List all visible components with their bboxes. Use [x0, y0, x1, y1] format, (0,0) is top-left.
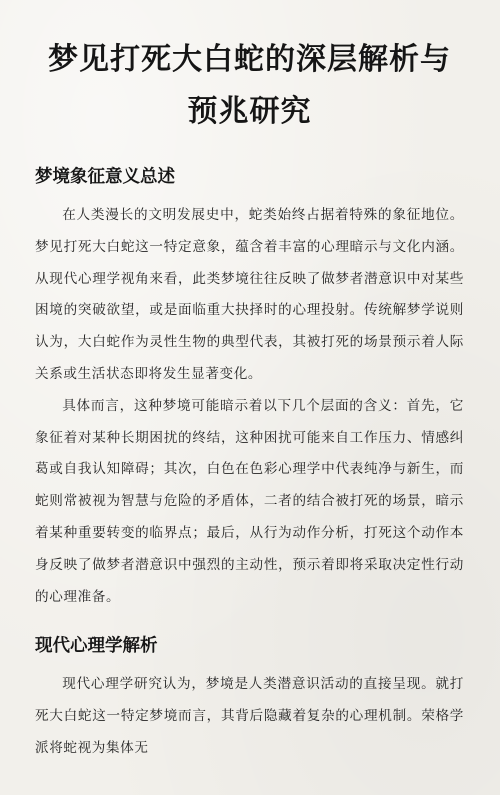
section-heading: 梦境象征意义总述: [35, 167, 175, 187]
paragraph: 在人类漫长的文明发展史中，蛇类始终占据着特殊的象征地位。梦见打死大白蛇这一特定意象，蕴含着丰富的心理暗示与文化内涵。从现代心理学视角来看，此类梦境往往反映了做梦者潜意识中对某些困境的突破欲望，或是面临重大抉择时的心理投射。传统解梦学说则认为，大白蛇作为灵性生物的典型代表，其被打死的场景预示着人际关系或生活状态即将发生显著变化。: [35, 207, 464, 382]
section-heading: 现代心理学解析: [35, 636, 158, 657]
document-title: 梦见打死大白蛇的深层解析与预兆研究: [48, 42, 451, 129]
section-symbolism-overview: [35, 164, 464, 613]
section-modern-psychology: [35, 633, 464, 764]
paragraph: 具体而言，这种梦境可能暗示着以下几个层面的含义：首先，它象征着对某种长期困扰的终结，这种困扰可能来自工作压力、情感纠葛或自我认知障碍；其次，白色在色彩心理学中代表纯净与新生，而蛇则常被视为智慧与危险的矛盾体，二者的结合被打死的场景，暗示着某种重要转变的临界点；最后，从行为动作分析，打死这个动作本身反映了做梦者潜意识中强烈的主动性，预示着即将采取决定性行动的心理准备。: [35, 397, 464, 605]
paragraph: 现代心理学研究认为，梦境是人类潜意识活动的直接呈现。就打死大白蛇这一特定梦境而言，其背后隐藏着复杂的心理机制。荣格学派将蛇视为集体无: [35, 676, 464, 756]
